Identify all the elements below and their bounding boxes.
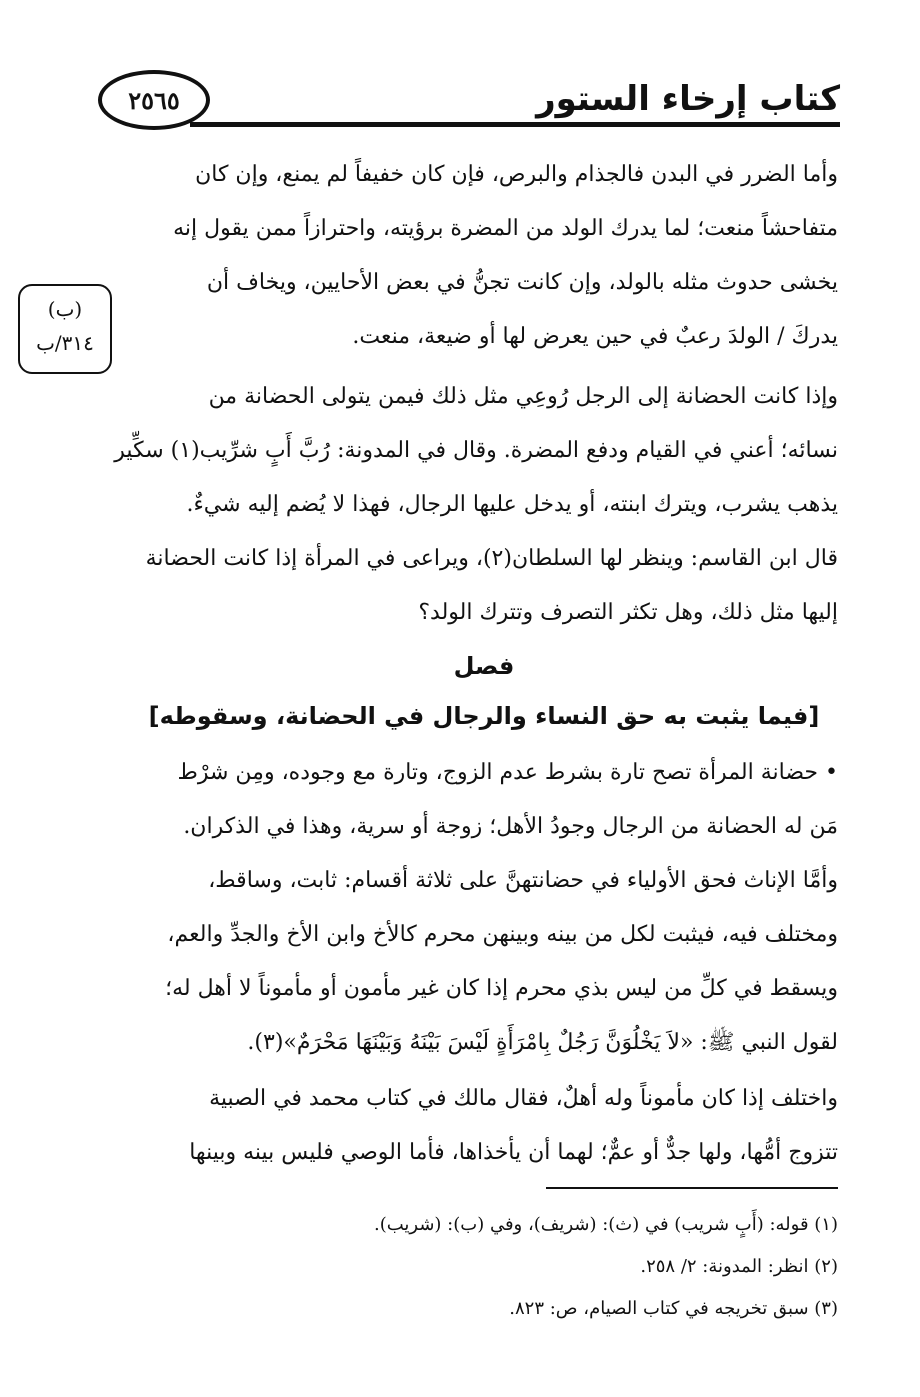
text-line: يدركَ / الولدَ رعبٌ في حين يعرض لها أو ضيعة، منعت. <box>352 324 838 349</box>
footnotes <box>138 1204 838 1330</box>
page-number-oval <box>98 70 210 130</box>
section-paragraph-1 <box>130 746 838 1070</box>
hadith-quote-line: لقول النبي ﷺ: «لاَ يَخْلُوَنَّ رَجُلٌ بِامْرَأَةٍ لَيْسَ بَيْنَهُ وَبَيْنَهَا مَحْرَمٌ»(٣). <box>247 1030 838 1055</box>
book-title: كتاب إرخاء الستور <box>536 79 840 119</box>
text-line: يذهب يشرب، ويترك ابنته، أو يدخل عليها الرجال، فهذا لا يُضم إليه شيءٌ. <box>186 492 838 517</box>
section-heading: فصل <box>453 652 515 680</box>
manuscript-folio-note <box>18 284 112 374</box>
page-number: ٢٥٦٥ <box>128 85 180 115</box>
manuscript-siglum: (ب) <box>47 297 83 321</box>
text-line: وأما الضرر في البدن فالجذام والبرص، فإن كان خفيفاً لم يمنع، وإن كان <box>195 162 838 187</box>
text-line: قال ابن القاسم: وينظر لها السلطان(٢)، ويراعى في المرأة إذا كانت الحضانة <box>145 546 838 571</box>
text-line: وإذا كانت الحضانة إلى الرجل رُوعِي مثل ذلك فيمن يتولى الحضانة من <box>208 384 838 409</box>
text-line: نسائه؛ أعني في القيام ودفع المضرة. وقال في المدونة: رُبَّ أَبٍ شرِّيب(١) سكِّير <box>114 438 838 463</box>
header-rule <box>190 122 840 127</box>
footnote-1: (١) قوله: (أَبٍ شريب) في (ث): (شريف)، وفي (ب): (شريب). <box>373 1214 838 1235</box>
text-line: وأمَّا الإناث فحق الأولياء في حضانتهنَّ على ثلاثة أقسام: ثابت، وساقط، <box>208 868 838 893</box>
manuscript-folio: ٣١٤/ب <box>36 331 94 355</box>
paragraph-1 <box>130 148 838 364</box>
section-subheading: [فيما يثبت به حق النساء والرجال في الحضانة، وسقوطه] <box>148 702 820 730</box>
text-line: متفاحشاً منعت؛ لما يدرك الولد من المضرة برؤيته، واحترازاً ممن يقول إنه <box>173 216 838 241</box>
text-line: مَن له الحضانة من الرجال وجودُ الأهل؛ زوجة أو سرية، وهذا في الذكران. <box>183 814 838 839</box>
section-paragraph-2 <box>130 1072 838 1180</box>
text-line: يخشى حدوث مثله بالولد، وإن كانت تجنُّ في بعض الأحايين، ويخاف أن <box>206 270 838 295</box>
footnote-3: (٣) سبق تخريجه في كتاب الصيام، ص: ٨٢٣. <box>509 1298 838 1319</box>
text-line: تتزوج أمُّها، ولها جدٌّ أو عمٌّ؛ لهما أن يأخذاها، فأما الوصي فليس بينه وبينها <box>189 1140 838 1165</box>
text-line: • حضانة المرأة تصح تارة بشرط عدم الزوج، وتارة مع وجوده، ومِن شرْط <box>177 760 838 785</box>
text-line: ومختلف فيه، فيثبت لكل من بينه وبينهن محرم كالأخ وابن الأخ والجدِّ والعم، <box>167 922 838 947</box>
text-line: ويسقط في كلِّ من ليس بذي محرم إذا كان غير مأمون أو مأموناً لا أهل له؛ <box>165 976 838 1001</box>
footnote-separator <box>546 1187 838 1189</box>
text-line: إليها مثل ذلك، وهل تكثر التصرف وتترك الولد؟ <box>418 600 838 625</box>
footnote-2: (٢) انظر: المدونة: ٢/ ٢٥٨. <box>640 1256 838 1277</box>
text-line: واختلف إذا كان مأموناً وله أهلٌ، فقال مالك في كتاب محمد في الصبية <box>209 1086 838 1111</box>
paragraph-2 <box>114 370 838 640</box>
